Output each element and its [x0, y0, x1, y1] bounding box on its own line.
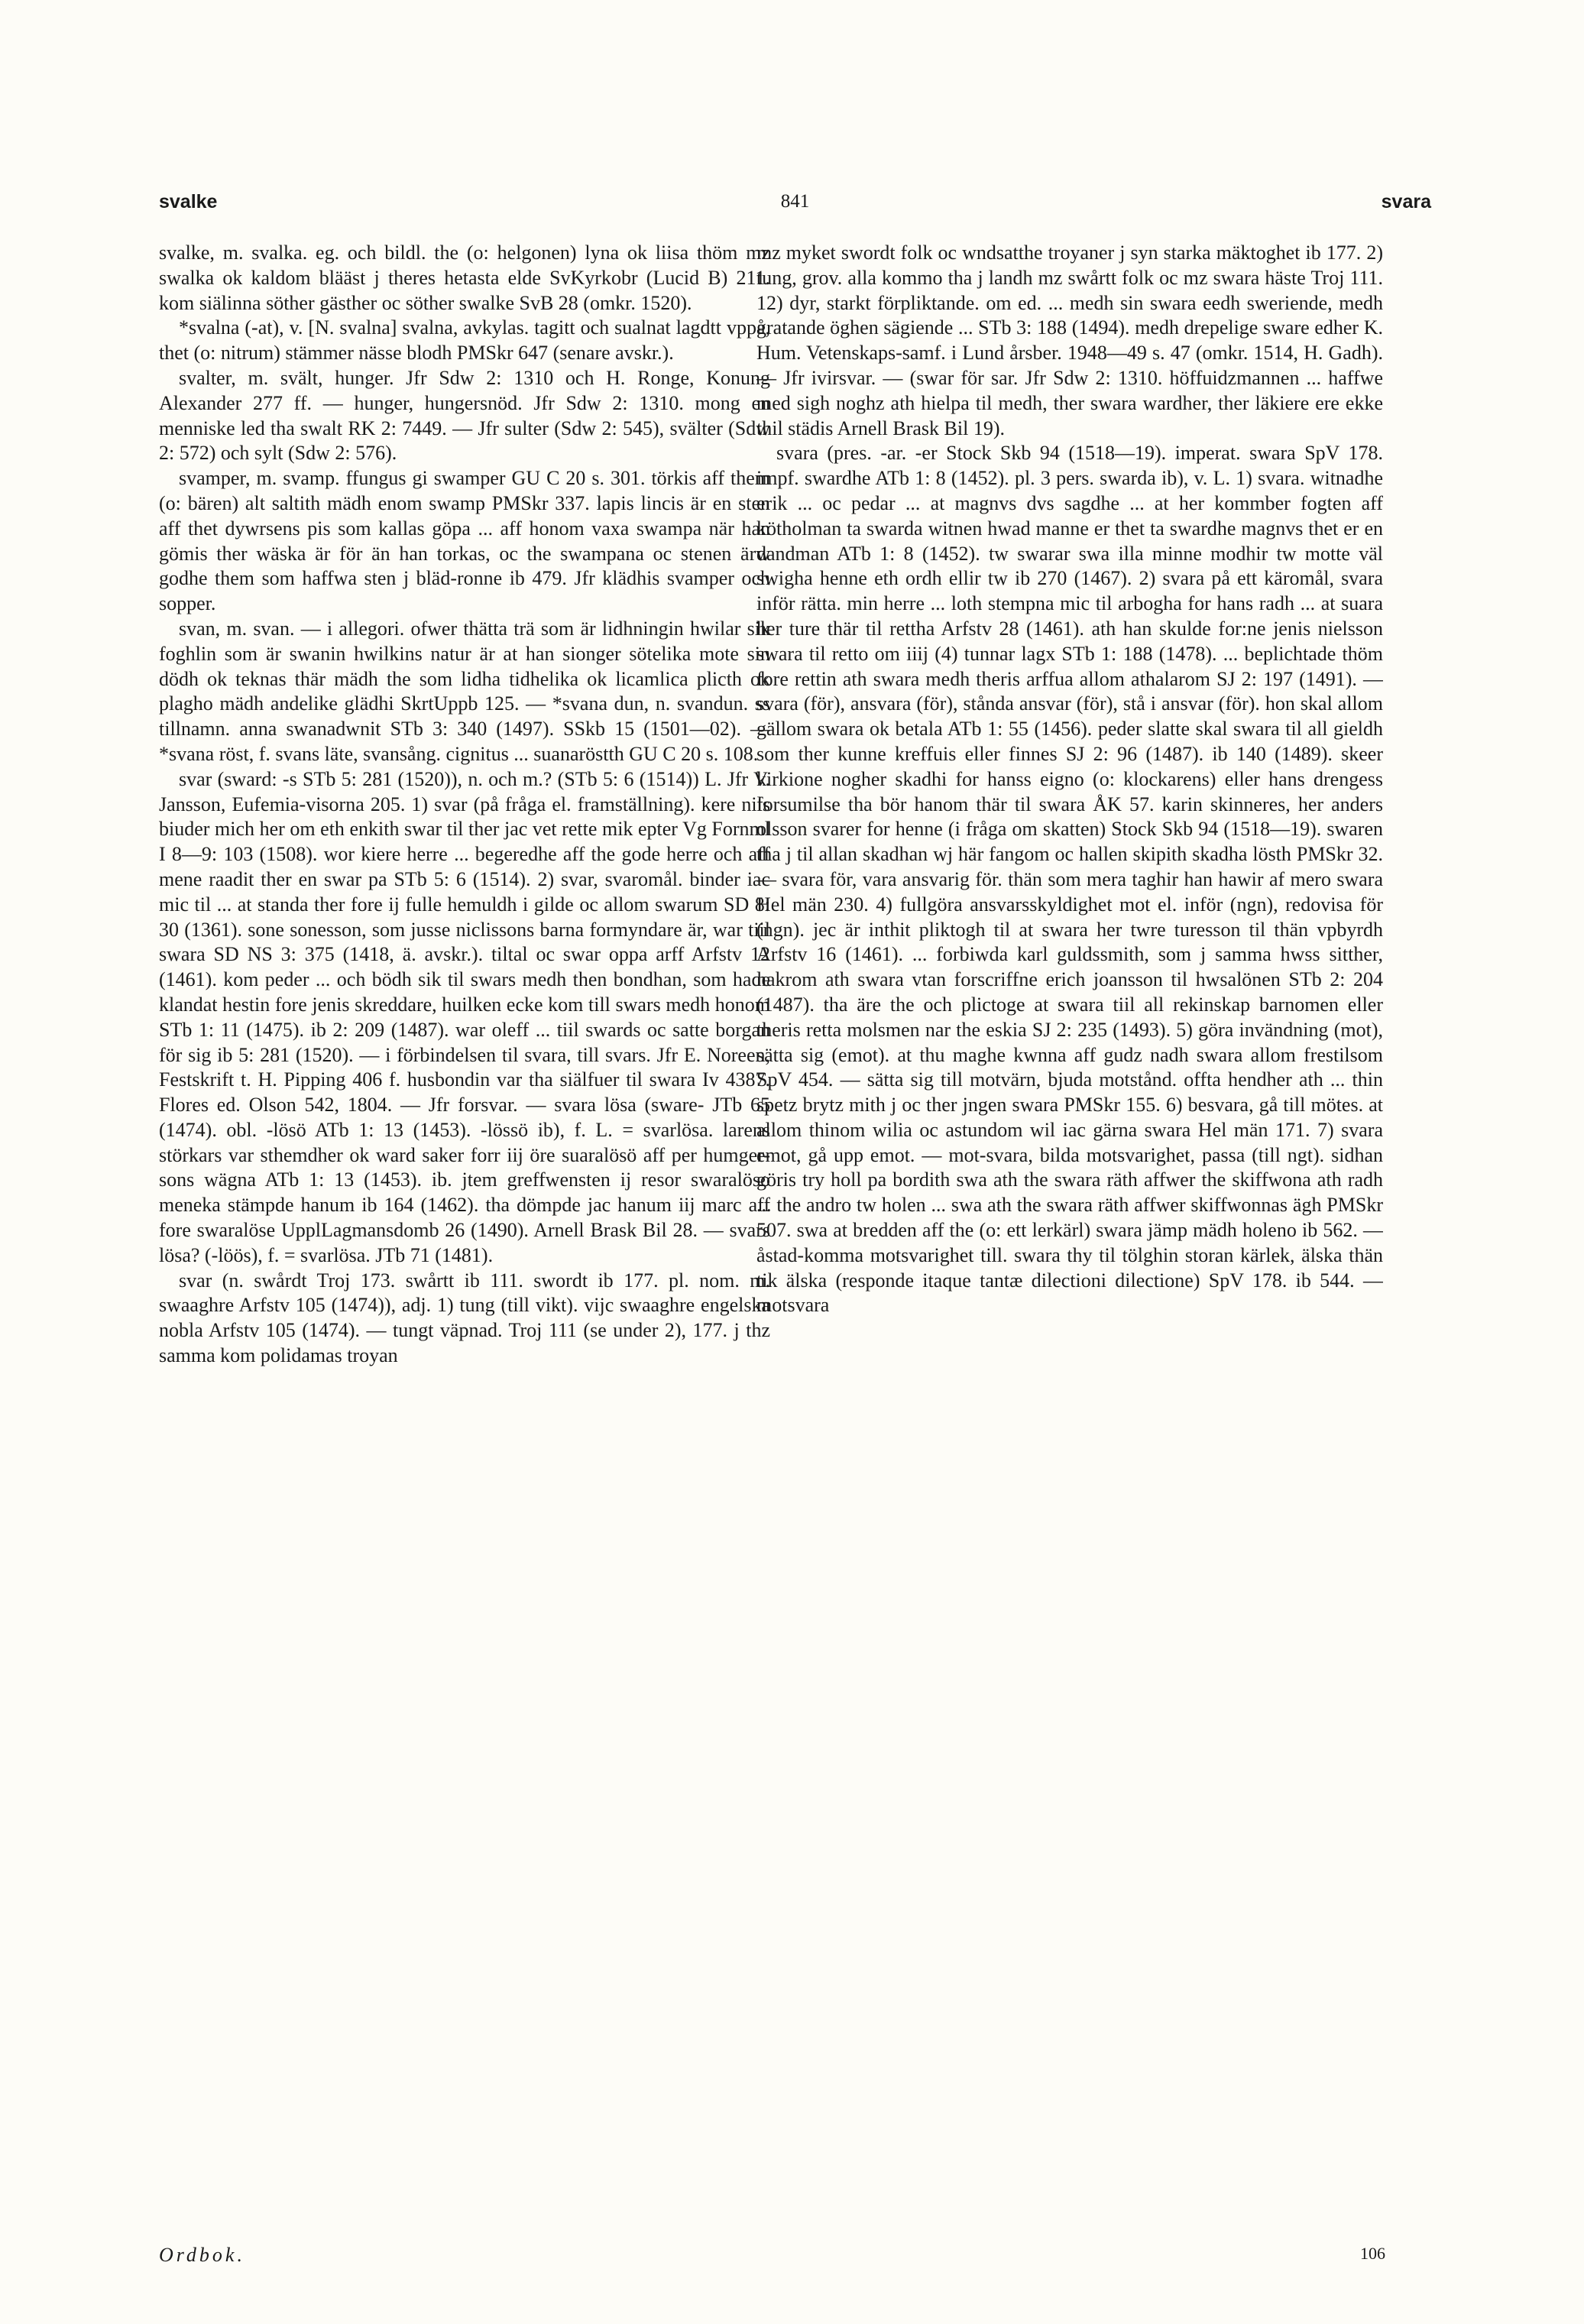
header-left-guide-word: svalke	[159, 191, 218, 212]
right-column	[756, 241, 1383, 2243]
entry-svar-adj: svar (n. swårdt Troj 173. swårtt ib 111. swordt ib 177. pl. nom. m. swaaghre Arfstv 105 (1474)), adj. 1) tung (till vikt). vijc swaaghre engelska nobla Arfstv 105 (1474). — tungt väpnad. Troj 111 (se under 2), 177. j thz samma kom polidamas troyan	[159, 1269, 770, 1367]
entry-svar-noun: svar (sward: -s STb 5: 281 (1520)), n. och m.? (STb 5: 6 (1514)) L. Jfr V. Jansson, Eufemia-visorna 205. 1) svar (på fråga el. framställning). kere nils biuder mich her om eth enkith swar til ther jac vet rette mik epter Vg Fornml I 8—9: 103 (1508). wor kiere herre ... begeredhe aff the gode herre och aff mene raadit ther en swar pa STb 5: 6 (1514). 2) svar, svaromål. binder iac mic til ... at standa ther fore ij fulle hemuldh i gilde oc allom swarum SD 8: 30 (1361). sone sonesson, som jusse niclissons barna formyndare är, war tiil swara SD NS 3: 375 (1418, ä. avskr.). tiltal oc swar oppa arff Arfstv 12 (1461). kom peder ... och bödh sik til swars medh then bondhan, som hade klandat hestin fore jenis skreddare, huilken ecke kom till swars medh honom STb 1: 11 (1475). ib 2: 209 (1487). war oleff ... tiil swards oc satte borgan för sig ib 5: 281 (1520). — i förbindelsen til svara, till svars. Jfr E. Noreen, Festskrift t. H. Pipping 406 f. husbondin var tha siälfuer til swara Iv 4387. Flores ed. Olson 542, 1804. — Jfr forsvar. — svara lösa (sware- JTb 65 (1474). obl. -lösö ATb 1: 13 (1453). -lössö ib), f. L. = svarlösa. larens störkars var sthemdher ok ward saker forr iij öre suaralösö aff per humger-sons wägna ATb 1: 13 (1453). ib. jtem greffwensten ij resor swaralöso meneka stämpde hanum ib 164 (1462). tha dömpde jac hanum iij marc aff fore swaralöse UpplLagmansdomb 26 (1490). Arnell Brask Bil 28. — svars lösa? (-löös), f. = svarlösa. JTb 71 (1481).	[159, 767, 770, 1266]
running-header	[159, 191, 1431, 222]
footer-signature: Ordbok.	[159, 2244, 245, 2266]
entry-svan: svan, m. svan. — i allegori. ofwer thätta trä som är lidhningin hwilar sik foghlin som är swanin hwilkins natur är at han sionger sötelika mote sin dödh ok teknas thär mädh the som lidha tidhelika ok licamlica plicth ok plagho mädh andelike glädhi SkrtUppb 125. — *svana dun, n. svandun. ss tillnamn. anna swanadwnit STb 3: 340 (1497). SSkb 15 (1501—02). — *svana röst, f. svans läte, svansång. cignitus ... suanaröstth GU C 20 s. 108.	[159, 617, 770, 765]
entry-svalter: svalter, m. svält, hunger. Jfr Sdw 2: 1310 och H. Ronge, Konung Alexander 277 ff. — hunger, hungersnöd. Jfr Sdw 2: 1310. mong en menniske led tha swalt RK 2: 7449. — Jfr sulter (Sdw 2: 545), svälter (Sdw 2: 572) och sylt (Sdw 2: 576).	[159, 366, 770, 465]
entry-svalna: *svalna (-at), v. [N. svalna] svalna, avkylas. tagitt och sualnat lagdtt vppå, thet (o: nitrum) stämmer nässe blodh PMSkr 647 (senare avskr.).	[159, 316, 770, 365]
entry-svalke: svalke, m. svalka. eg. och bildl. the (o: helgonen) lyna ok liisa thöm mz swalka ok kaldom blääst j theres hetasta elde SvKyrkobr (Lucid B) 211. kom siälinna söther gästher oc söther swalke SvB 28 (omkr. 1520).	[159, 241, 770, 314]
header-right-guide-word: svara	[1381, 191, 1431, 212]
entry-svamper: svamper, m. svamp. ffungus gi swamper GU C 20 s. 301. törkis aff them (o: bären) alt saltith mädh enom swamp PMSkr 337. lapis lincis är en sten aff thet dywrsens pis som kallas göpa ... aff honom vaxa swampa när han gömis ther wäska är för än han torkas, oc the swampana oc stenen ärw godhe them som haffwa sten j bläd-ronne ib 479. Jfr klädhis svamper och sopper.	[159, 467, 770, 615]
footer-sheet-number: 106	[1360, 2244, 1385, 2263]
left-column	[159, 241, 770, 2243]
entry-svara: svara (pres. -ar. -er Stock Skb 94 (1518—19). imperat. swara SpV 178. impf. swardhe ATb 1: 8 (1452). pl. 3 pers. swarda ib), v. L. 1) svara. witnadhe erik ... oc pedar ... at magnvs dvs sagdhe ... at her kommber fogten aff kötholman ta swarda witnen hwad manne er thet ta swardhe magnvs thet er en dandman ATb 1: 8 (1452). tw swarar swa illa minne modhir tw motte väl swigha henne eth ordh ellir tw ib 270 (1467). 2) svara på ett käromål, svara inför rätta. min herre ... loth stempna mic til arbogha for hans radh ... at suara her ture thär til rettha Arfstv 28 (1461). ath han skulde for:ne jenis nielsson swara til retto om iiij (4) tunnar lagx STb 1: 188 (1478). ... beplichtade thöm fore rettin ath swara medh theris arffua allom athalarom SJ 2: 197 (1491). — svara (för), ansvara (för), stånda ansvar (för), stå i ansvar (för). hon skal allom gällom swara ok betala ATb 1: 55 (1456). peder slatte skal swara til all gieldh som ther kunne kreffuis eller finnes SJ 2: 96 (1487). ib 140 (1489). skeer kirkione nogher skadhi for hanss eigno (o: klockarens) eller hans drengess forsumilse tha bör hanom thär til swara ÅK 57. karin skinneres, her anders olsson svarer for henne (i fråga om skatten) Stock Skb 94 (1518—19). swaren tha j til allan skadhan wj här fangom oc hallen skipith skadha lösth PMSkr 32. — svara för, vara ansvarig för. thän som mera taghir han hawir af mero swara Hel män 230. 4) fullgöra ansvarsskyldighet mot el. inför (ngn), redovisa för (ngn). jec är inthit pliktogh til at swara her twre turesson til thän vpbyrdh Arfstv 16 (1461). ... forbiwda karl guldssmith, som j samma hwss sitther, nakrom ath swara vtan forscriffne erich joansson til hwsalönen STb 2: 204 (1487). tha äre the och plictoge at swara tiil all rekinskap barnomen eller theris retta molsmen nar the eskia SJ 2: 235 (1493). 5) göra invändning (mot), sätta sig (emot). at thu maghe kwnna aff gudz nadh swara allom frestilsom SpV 454. — sätta sig till motvärn, bjuda motstånd. offta hendher ath ... thin spetz brytz mith j oc ther jngen swara PMSkr 155. 6) besvara, gå till mötes. at allom thinom wilia oc astundom wil iac gärna swara Hel män 171. 7) svara emot, gå upp emot. — mot-svara, bilda motsvarighet, passa (till ngt). sidhan göris try holl pa bordith swa ath the swara räth affwer the skiffwona ath radh ... the andro tw holen ... swa ath the swara räth affwer skiffwonnas ägh PMSkr 507. swa at bredden aff the (o: ett lerkärl) swara jämp mädh holeno ib 562. — åstad-komma motsvarighet till. swara thy til tölghin storan kärlek, älska thän tik älska (responde itaque tantæ dilectioni dilectione) SpV 178. ib 544. — motsvara	[756, 442, 1383, 1317]
page-footer	[159, 2244, 1431, 2271]
page-number: 841	[780, 191, 810, 212]
entry-svar-adj-continued: mz myket swordt folk oc wndsatthe troyaner j syn starka mäktoghet ib 177. 2) tung, grov. alla kommo tha j landh mz swårtt folk oc mz swara häste Troj 111. 12) dyr, starkt förpliktande. om ed. ... medh sin swara eedh sweriende, medh gratande öghen sägiende ... STb 3: 188 (1494). medh drepelige sware edher K. Hum. Vetenskaps-samf. i Lund årsber. 1948—49 s. 47 (omkr. 1514, H. Gadh). — Jfr ivirsvar. — (swar för sar. Jfr Sdw 2: 1310. höffuidzmannen ... haffwe med sigh noghz ath hielpa til medh, ther swara wardher, ther läkiere ere ekke thil städis Arnell Brask Bil 19).	[756, 241, 1383, 439]
